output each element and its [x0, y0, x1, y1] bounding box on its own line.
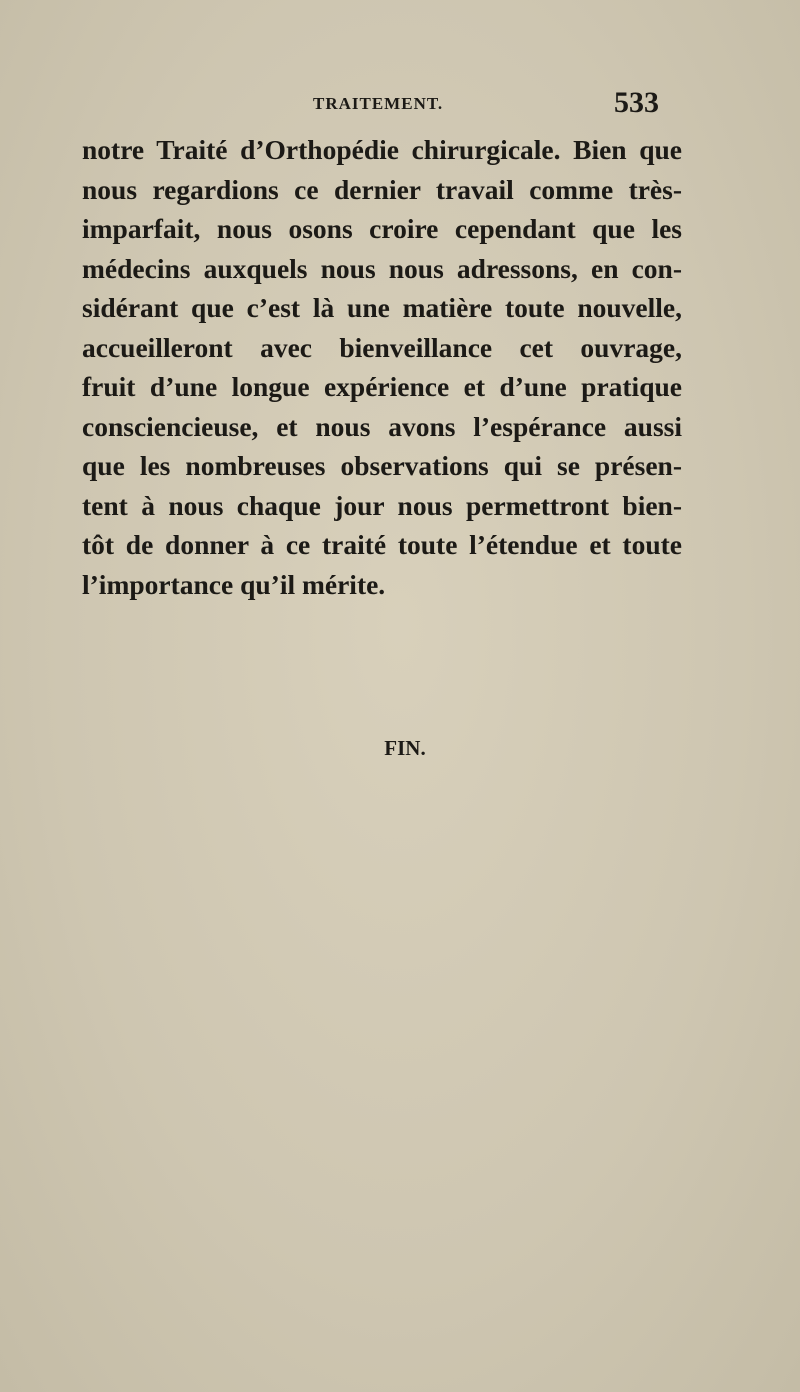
text-line: imparfait, nous osons croire cependant que les: [82, 213, 682, 244]
text-line: que les nombreuses observations qui se présen-: [82, 450, 682, 481]
text-line: notre Traité d’Orthopédie chirurgicale. Bien que: [82, 134, 682, 165]
text-line: accueilleront avec bienveillance cet ouvrage,: [82, 331, 682, 363]
running-head: [0, 88, 800, 128]
text-line: sidérant que c’est là une matière toute nouvelle,: [82, 292, 682, 323]
text-line: nous regardions ce dernier travail comme très-: [82, 173, 682, 205]
text-line: consciencieuse, et nous avons l’espérance aussi: [82, 410, 682, 442]
text-line-last: l’importance qu’il mérite.: [82, 568, 386, 600]
text-line: tôt de donner à ce traité toute l’étendue et toute: [82, 529, 682, 560]
end-mark: FIN.: [384, 736, 426, 760]
running-title: TRAITEMENT.: [313, 94, 444, 113]
body-paragraph: [82, 130, 682, 604]
text-line: tent à nous chaque jour nous permettront bien-: [82, 489, 682, 521]
text-line: fruit d’une longue expérience et d’une pratique: [82, 371, 682, 402]
text-line: médecins auxquels nous nous adressons, en con-: [82, 252, 682, 284]
page-number: 533: [614, 86, 659, 119]
